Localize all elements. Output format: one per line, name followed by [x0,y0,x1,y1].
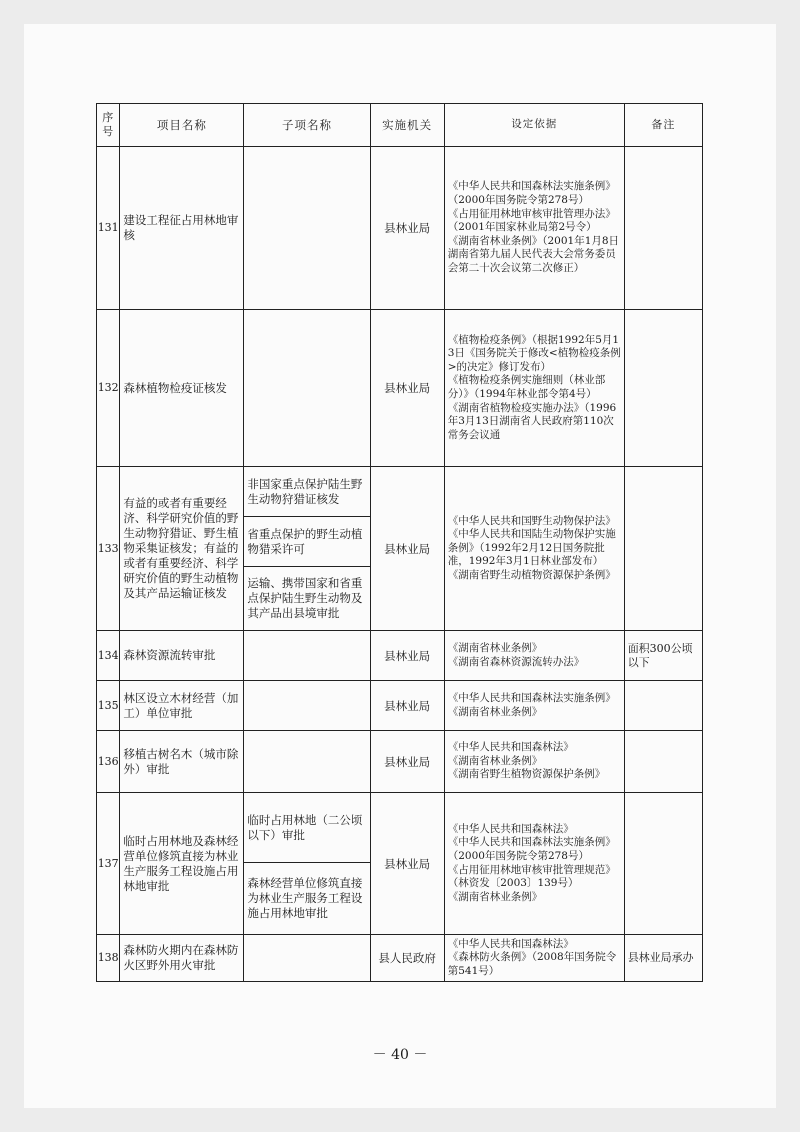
row-seq: 138 [97,935,120,982]
basis-line: 《湖南省植物检疫实施办法》（1996年3月13日湖南省人民政府第110次常务会议通 [447,401,617,441]
basis-line: 《占用征用林地审核审批管理办法》（2001年国家林业局第2号令） [447,207,616,234]
header-implementing-agency: 实施机关 [370,104,444,147]
row-basis [444,147,624,310]
table-row [97,467,703,517]
basis-line: 《占用征用林地审核审批管理规范》（林资发〔2003〕139号） [447,863,616,890]
row-basis [444,935,624,982]
row-sub-item: 省重点保护的野生动植物猎采许可 [244,517,370,567]
basis-line: 《中华人民共和国森林法实施条例》（2000年国务院令第278号） [447,180,616,207]
table-row [97,681,703,731]
row-basis [444,681,624,731]
table-row [97,935,703,982]
row-seq: 131 [97,147,120,310]
table-row [97,731,703,793]
basis-line: 《植物检疫条例》（根据1992年5月13日《国务院关于修改<植物检疫条例>的决定》修订发布） [447,333,621,373]
row-sub-item: 运输、携带国家和省重点保护陆生野生动物及其产品出县境审批 [244,567,370,631]
basis-line: 《湖南省林业条例》 [447,890,543,903]
row-remarks [624,467,702,631]
row-item-name: 临时占用林地及森林经营单位修筑直接为林业生产服务工程设施占用林地审批 [120,793,244,935]
basis-line: 《湖南省林业条例》 [447,754,543,767]
basis-line: 《中华人民共和国森林法实施条例》（2000年国务院令第278号） [447,836,616,862]
row-basis [444,467,624,631]
basis-line: 《湖南省林业条例》 [447,705,543,718]
row-agency: 县林业局 [370,147,444,310]
approval-items-table [96,103,703,982]
row-item-name: 移植古树名木（城市除外）审批 [120,731,244,793]
basis-line: 《中华人民共和国森林法》 [447,937,574,950]
row-sub-item: 非国家重点保护陆生野生动物狩猎证核发 [244,467,370,517]
basis-line: 《湖南省野生动植物资源保护条例》 [447,568,616,581]
row-sub-item [244,310,370,467]
header-seq: 序号 [97,104,120,147]
row-sub-item [244,631,370,681]
row-basis [444,310,624,467]
table-row [97,631,703,681]
row-seq: 137 [97,793,120,935]
header-sub-item-name: 子项名称 [244,104,370,147]
basis-line: 《植物检疫条例实施细则（林业部分）》（1994年林业部令第4号） [447,374,606,400]
row-agency: 县人民政府 [370,935,444,982]
header-remarks: 备注 [624,104,702,147]
row-remarks [624,793,702,935]
page-number: － 40 － [372,1047,428,1063]
row-item-name: 森林资源流转审批 [120,631,244,681]
table-row [97,310,703,467]
row-remarks [624,681,702,731]
row-seq: 133 [97,467,120,631]
row-item-name: 森林植物检疫证核发 [120,310,244,467]
table-header-row [97,104,703,147]
row-agency: 县林业局 [370,631,444,681]
row-agency: 县林业局 [370,310,444,467]
row-item-name: 有益的或者有重要经济、科学研究价值的野生动物狩猎证、野生植物采集证核发；有益的或者有重要经济、科学研究价值的野生动植物及其产品运输证核发 [120,467,244,631]
row-remarks: 面积300公顷以下 [624,631,702,681]
row-agency: 县林业局 [370,681,444,731]
row-seq: 136 [97,731,120,793]
row-sub-item: 森林经营单位修筑直接为林业生产服务工程设施占用林地审批 [244,863,370,935]
row-agency: 县林业局 [370,467,444,631]
row-basis [444,631,624,681]
row-agency: 县林业局 [370,731,444,793]
header-legal-basis: 设定依据 [444,104,624,147]
basis-line: 《中华人民共和国陆生动物保护实施条例》（1992年2月12日国务院批准，1992年3月1日林业部发布） [447,528,616,568]
row-seq: 132 [97,310,120,467]
row-item-name: 森林防火期内在森林防火区野外用火审批 [120,935,244,982]
row-agency: 县林业局 [370,793,444,935]
basis-line: 《中华人民共和国森林法实施条例》 [447,691,616,704]
row-sub-item [244,731,370,793]
basis-line: 《湖南省野生植物资源保护条例》 [447,768,606,781]
row-remarks: 县林业局承办 [624,935,702,982]
basis-line: 《森林防火条例》（2008年国务院令第541号） [447,951,617,977]
basis-line: 《中华人民共和国森林法》 [447,741,574,754]
table-row [97,147,703,310]
basis-line: 《湖南省林业条例》（2001年1月8日湖南省第九届人民代表大会常务委员会第二十次会议第二次修正） [447,234,620,274]
row-item-name: 建设工程征占用林地审核 [120,147,244,310]
row-sub-item [244,681,370,731]
row-remarks [624,310,702,467]
basis-line: 《中华人民共和国野生动物保护法》 [447,514,616,527]
row-remarks [624,147,702,310]
row-seq: 134 [97,631,120,681]
row-remarks [624,731,702,793]
basis-line: 《中华人民共和国森林法》 [447,822,574,835]
row-sub-item [244,935,370,982]
basis-line: 《湖南省林业条例》 [447,641,543,654]
row-basis [444,731,624,793]
table-row [97,793,703,863]
row-basis [444,793,624,935]
row-sub-item: 临时占用林地（二公顷以下）审批 [244,793,370,863]
basis-line: 《湖南省森林资源流转办法》 [447,655,585,668]
header-item-name: 项目名称 [120,104,244,147]
row-item-name: 林区设立木材经营（加工）单位审批 [120,681,244,731]
row-seq: 135 [97,681,120,731]
row-sub-item [244,147,370,310]
